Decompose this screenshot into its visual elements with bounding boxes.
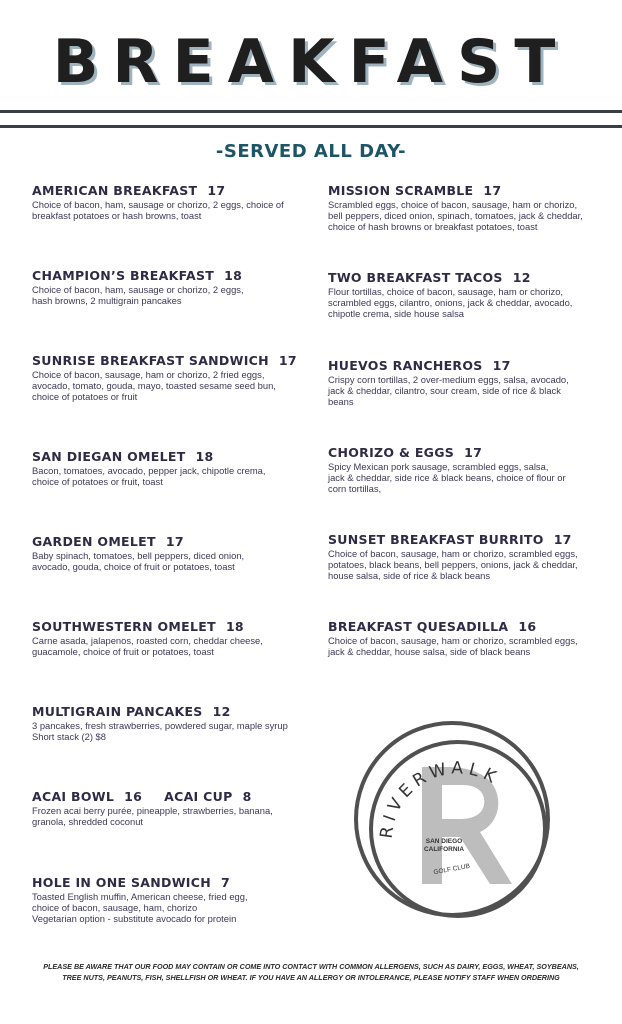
item-name: TWO BREAKFAST TACOS: [328, 270, 503, 285]
item-desc-line: chipotle crema, side house salsa: [328, 308, 465, 319]
item-name: GARDEN OMELET: [32, 534, 156, 549]
item-name: ACAI BOWL: [32, 789, 115, 804]
menu-item: [32, 183, 312, 221]
menu-item: [32, 353, 312, 402]
item-price: 17: [278, 353, 297, 368]
item-desc-line: house salsa, side of rice & black beans: [328, 570, 491, 581]
item-desc-line: jack & cheddar, side rice & black beans, choice of flour or: [328, 472, 566, 483]
item-desc-line: guacamole, choice of fruit or potatoes, toast: [32, 646, 214, 657]
menu-item: [32, 268, 312, 306]
item-price: 18: [225, 619, 244, 634]
item-desc-line: Short stack (2) $8: [32, 731, 106, 742]
item-name: SUNSET BREAKFAST BURRITO: [328, 532, 544, 547]
item-price: 16: [124, 789, 143, 804]
item-name: HOLE IN ONE SANDWICH: [32, 875, 211, 890]
item-desc-line: Spicy Mexican pork sausage, scrambled eggs, salsa,: [328, 461, 549, 472]
item-price: 17: [464, 445, 483, 460]
menu-item: [328, 270, 608, 319]
menu-item: [32, 704, 332, 742]
item-desc-line: 3 pancakes, fresh strawberries, powdered sugar, maple syrup: [32, 720, 288, 731]
item-desc-line: Crispy corn tortillas, 2 over-medium eggs, salsa, avocado,: [328, 374, 569, 385]
item-desc-line: jack & cheddar, cilantro, sour cream, side of rice & black: [328, 385, 561, 396]
item-desc-line: choice of potatoes or fruit, toast: [32, 476, 163, 487]
menu-item: [328, 358, 608, 407]
item-name: MISSION SCRAMBLE: [328, 183, 474, 198]
item-price: 17: [483, 183, 502, 198]
riverwalk-logo: [352, 719, 552, 919]
item-name: HUEVOS RANCHEROS: [328, 358, 483, 373]
item-desc-line: potatoes, black beans, bell peppers, onions, jack & cheddar,: [328, 559, 578, 570]
item-price: 17: [207, 183, 226, 198]
second-divider: [0, 125, 622, 128]
item-name: SAN DIEGAN OMELET: [32, 449, 186, 464]
item-name: CHORIZO & EGGS: [328, 445, 455, 460]
menu-item: [32, 875, 312, 924]
item-desc-line: Flour tortillas, choice of bacon, sausage, ham or chorizo,: [328, 286, 564, 297]
item-desc-line: Choice of bacon, sausage, ham or chorizo, scrambled eggs,: [328, 548, 578, 559]
allergen-disclaimer: [10, 961, 612, 983]
menu-item: [32, 619, 312, 657]
item-desc-line: granola, shredded coconut: [32, 816, 144, 827]
item-name: MULTIGRAIN PANCAKES: [32, 704, 203, 719]
item-desc-line: Baby spinach, tomatoes, bell peppers, diced onion,: [32, 550, 245, 561]
item-name: BREAKFAST QUESADILLA: [328, 619, 509, 634]
item-price: 18: [224, 268, 243, 283]
logo-location-line2: CALIFORNIA: [423, 846, 465, 853]
item-desc-line: hash browns, 2 multigrain pancakes: [32, 295, 182, 306]
item-price-secondary: 8: [242, 789, 252, 804]
item-price: 17: [492, 358, 511, 373]
item-name: SUNRISE BREAKFAST SANDWICH: [32, 353, 269, 368]
item-desc-line: avocado, gouda, choice of fruit or potatoes, toast: [32, 561, 235, 572]
item-desc-line: choice of bacon, sausage, ham, chorizo: [32, 902, 198, 913]
menu-item: [32, 534, 312, 572]
item-desc-line: scrambled eggs, cilantro, onions, jack & cheddar, avocado,: [328, 297, 573, 308]
item-desc-line: jack & cheddar, house salsa, side of black beans: [328, 646, 531, 657]
served-all-day-subtitle: -SERVED ALL DAY-: [215, 141, 407, 162]
logo-riverwalk-text: RIVERWALK: [376, 758, 504, 840]
item-desc-line: bell peppers, diced onion, spinach, tomatoes, jack & cheddar,: [328, 210, 583, 221]
disclaimer-line: PLEASE BE AWARE THAT OUR FOOD MAY CONTAIN OR COME INTO CONTACT WITH COMMON ALLERGENS, SUCH AS DAIRY, EGGS, WHEAT, SOYBEANS,: [43, 962, 579, 971]
item-price: 16: [518, 619, 537, 634]
menu-title: BREAKFAST: [52, 27, 570, 97]
disclaimer-line: TREE NUTS, PEANUTS, FISH, SHELLFISH OR WHEAT. IF YOU HAVE AN ALLERGY OR INTOLERANCE, PLEASE NOTIFY STAFF WHEN ORDERING: [62, 973, 560, 982]
logo-location-line1: SAN DIEGO: [425, 838, 463, 845]
top-divider: [0, 110, 622, 113]
item-price: 12: [512, 270, 531, 285]
menu-item: [32, 789, 312, 827]
menu-item: [32, 449, 312, 487]
menu-item: [328, 183, 608, 232]
item-name-secondary: ACAI CUP: [164, 789, 233, 804]
item-name: CHAMPION’S BREAKFAST: [32, 268, 215, 283]
item-desc-line: Bacon, tomatoes, avocado, pepper jack, chipotle crema,: [32, 465, 266, 476]
item-name: AMERICAN BREAKFAST: [32, 183, 198, 198]
item-desc-line: Choice of bacon, sausage, ham or chorizo, 2 fried eggs,: [32, 369, 265, 380]
item-price: 17: [165, 534, 184, 549]
item-desc-line: Frozen acai berry purée, pineapple, strawberries, banana,: [32, 805, 273, 816]
menu-item: [328, 445, 608, 494]
item-price: 12: [212, 704, 231, 719]
item-desc-line: Choice of bacon, ham, sausage or chorizo, 2 eggs, choice of: [32, 199, 284, 210]
item-desc-line: breakfast potatoes or hash browns, toast: [32, 210, 202, 221]
menu-item: [328, 532, 608, 581]
item-desc-line: choice of potatoes or fruit: [32, 391, 138, 402]
menu-item: [328, 619, 608, 657]
item-desc-line: Vegetarian option - substitute avocado for protein: [32, 913, 237, 924]
item-name: SOUTHWESTERN OMELET: [32, 619, 216, 634]
item-desc-line: avocado, tomato, gouda, mayo, toasted sesame seed bun,: [32, 380, 276, 391]
item-desc-line: beans: [328, 396, 354, 407]
item-price: 17: [553, 532, 572, 547]
item-desc-line: corn tortillas,: [328, 483, 382, 494]
item-desc-line: Carne asada, jalapenos, roasted corn, cheddar cheese,: [32, 635, 263, 646]
item-desc-line: Choice of bacon, ham, sausage or chorizo, 2 eggs,: [32, 284, 244, 295]
item-desc-line: Scrambled eggs, choice of bacon, sausage, ham or chorizo,: [328, 199, 578, 210]
item-desc-line: Choice of bacon, sausage, ham or chorizo, scrambled eggs,: [328, 635, 578, 646]
logo-golf-club-text: GOLF CLUB: [432, 862, 471, 877]
item-price: 7: [220, 875, 230, 890]
item-desc-line: Toasted English muffin, American cheese, fried egg,: [32, 891, 248, 902]
item-desc-line: choice of hash browns or breakfast potatoes, toast: [328, 221, 538, 232]
item-price: 18: [195, 449, 214, 464]
